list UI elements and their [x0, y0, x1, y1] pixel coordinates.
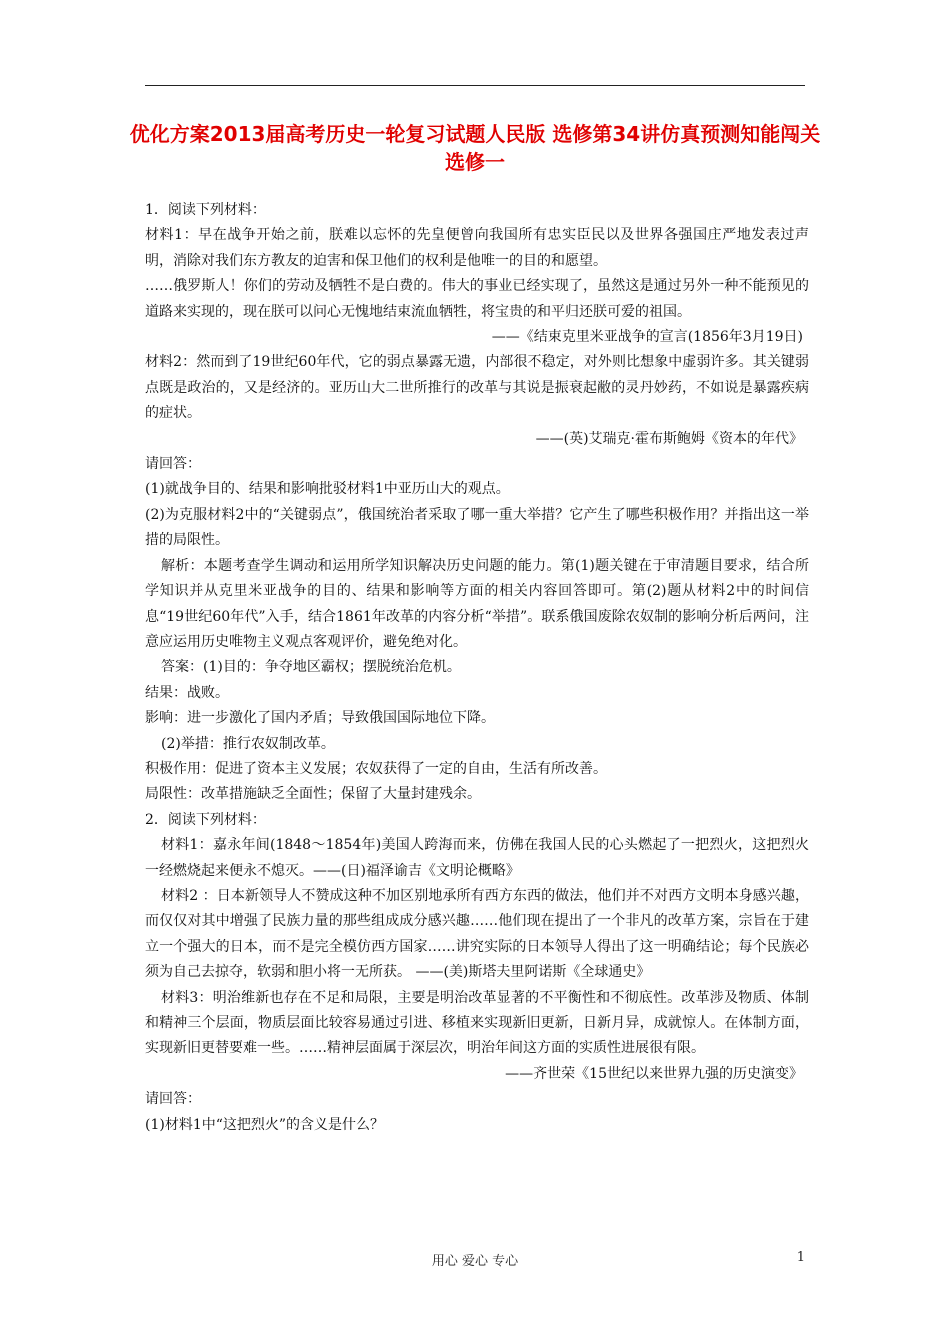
q1-material-1-source: ——《结束克里米亚战争的宣言(1856年3月19日) [491, 329, 803, 346]
q1-material-2-source: ——(英)艾瑞克·霍布斯鲍姆《资本的年代》 [535, 430, 803, 447]
header-rule [145, 85, 805, 86]
q1-answer-1: 答案：(1)目的：争夺地区霸权；摆脱统治危机。 [161, 659, 461, 676]
question-2-heading: 2．阅读下列材料： [145, 811, 266, 828]
document-title: 优化方案2013届高考历史一轮复习试题人民版 选修第34讲仿真预测知能闯关 选修一 [129, 122, 821, 174]
q2-sub-1: (1)材料1中“这把烈火”的含义是什么？ [145, 1116, 385, 1133]
q1-sub-2: (2)为克服材料2中的“关键弱点”，俄国统治者采取了哪一重大举措？它产生了哪些积极作用？并指出这一举措的局限性。 [145, 506, 809, 549]
q2-material-3-source: ——齐世荣《15世纪以来世界九强的历史演变》 [505, 1065, 803, 1082]
q1-sub-1: (1)就战争目的、结果和影响批驳材料1中亚历山大的观点。 [145, 481, 510, 498]
q1-answer-impact: 影响：进一步激化了国内矛盾；导致俄国国际地位下降。 [145, 710, 495, 727]
q1-material-2: 材料2：然而到了19世纪60年代，它的弱点暴露无遗，内部很不稳定，对外则比想象中虚弱许多。其关键弱点既是政治的，又是经济的。亚历山大二世所推行的改革与其说是振衰起敝的灵丹妙药，不如说是暴露疾病的症状。 [145, 354, 809, 422]
q1-prompt: 请回答： [145, 456, 201, 473]
q2-material-2: 材料2 ：日本新领导人不赞成这种不加区别地承所有西方东西的做法，他们并不对西方文明本身感兴趣，而仅仅对其中增强了民族力量的那些组成成分感兴趣……他们现在提出了一个非凡的改革方案，宗旨在于建立一个强大的日本，而不是完全模仿西方国家……讲究实际的日本领导人得出了这一明确结论；每个民族必须为自己去掠夺，软弱和胆小将一无所获。 ——(美)斯塔夫里阿诺斯《全球通史》 [145, 887, 809, 981]
q2-prompt: 请回答： [145, 1091, 201, 1108]
footer-slogan: 用心 爱心 专心 [431, 1254, 519, 1269]
q1-answer-limit: 局限性：改革措施缺乏全面性；保留了大量封建残余。 [145, 786, 481, 803]
q1-answer-positive: 积极作用：促进了资本主义发展；农奴获得了一定的自由，生活有所改善。 [145, 760, 607, 777]
page-number: 1 [796, 1250, 805, 1265]
q1-material-1: 材料1：早在战争开始之前，朕难以忘怀的先皇便曾向我国所有忠实臣民以及世界各强国庄严地发表过声明，消除对我们东方教友的迫害和保卫他们的权利是他唯一的目的和愿望。 [145, 227, 809, 269]
question-1-heading: 1．阅读下列材料： [145, 202, 266, 218]
q1-material-1-cont: ……俄罗斯人！你们的劳动及牺牲不是白费的。伟大的事业已经实现了，虽然这是通过另外一种不能预见的道路来实现的，现在朕可以问心无愧地结束流血牺牲，将宝贵的和平归还朕可爱的祖国。 [145, 278, 809, 320]
document-body [145, 198, 809, 1138]
q2-material-1: 材料1：嘉永年间(1848～1854年)美国人跨海而来，仿佛在我国人民的心头燃起了一把烈火，这把烈火一经燃烧起来便永不熄灭。——(日)福泽谕吉《文明论概略》 [145, 837, 809, 879]
q1-answer-result: 结果：战败。 [145, 684, 229, 701]
q2-material-3: 材料3：明治维新也存在不足和局限，主要是明治改革显著的不平衡性和不彻底性。改革涉及物质、体制和精神三个层面，物质层面比较容易通过引进、移植来实现新旧更新，日新月异，成就惊人。在体制方面，实现新旧更替要难一些。……精神层面属于深层次，明治年间这方面的实质性进展很有限。 [145, 989, 809, 1057]
q1-answer-2: (2)举措：推行农奴制改革。 [161, 735, 335, 752]
q1-analysis: 解析：本题考查学生调动和运用所学知识解决历史问题的能力。第(1)题关键在于审清题目要求，结合所学知识并从克里米亚战争的目的、结果和影响等方面的相关内容回答即可。第(2)题从材料2中的时间信息“19世纪60年代”入手，结合1861年改革的内容分析“举措”。联系俄国废除农奴制的影响分析后两问，注意应运用历史唯物主义观点客观评价，避免绝对化。 [145, 557, 809, 650]
